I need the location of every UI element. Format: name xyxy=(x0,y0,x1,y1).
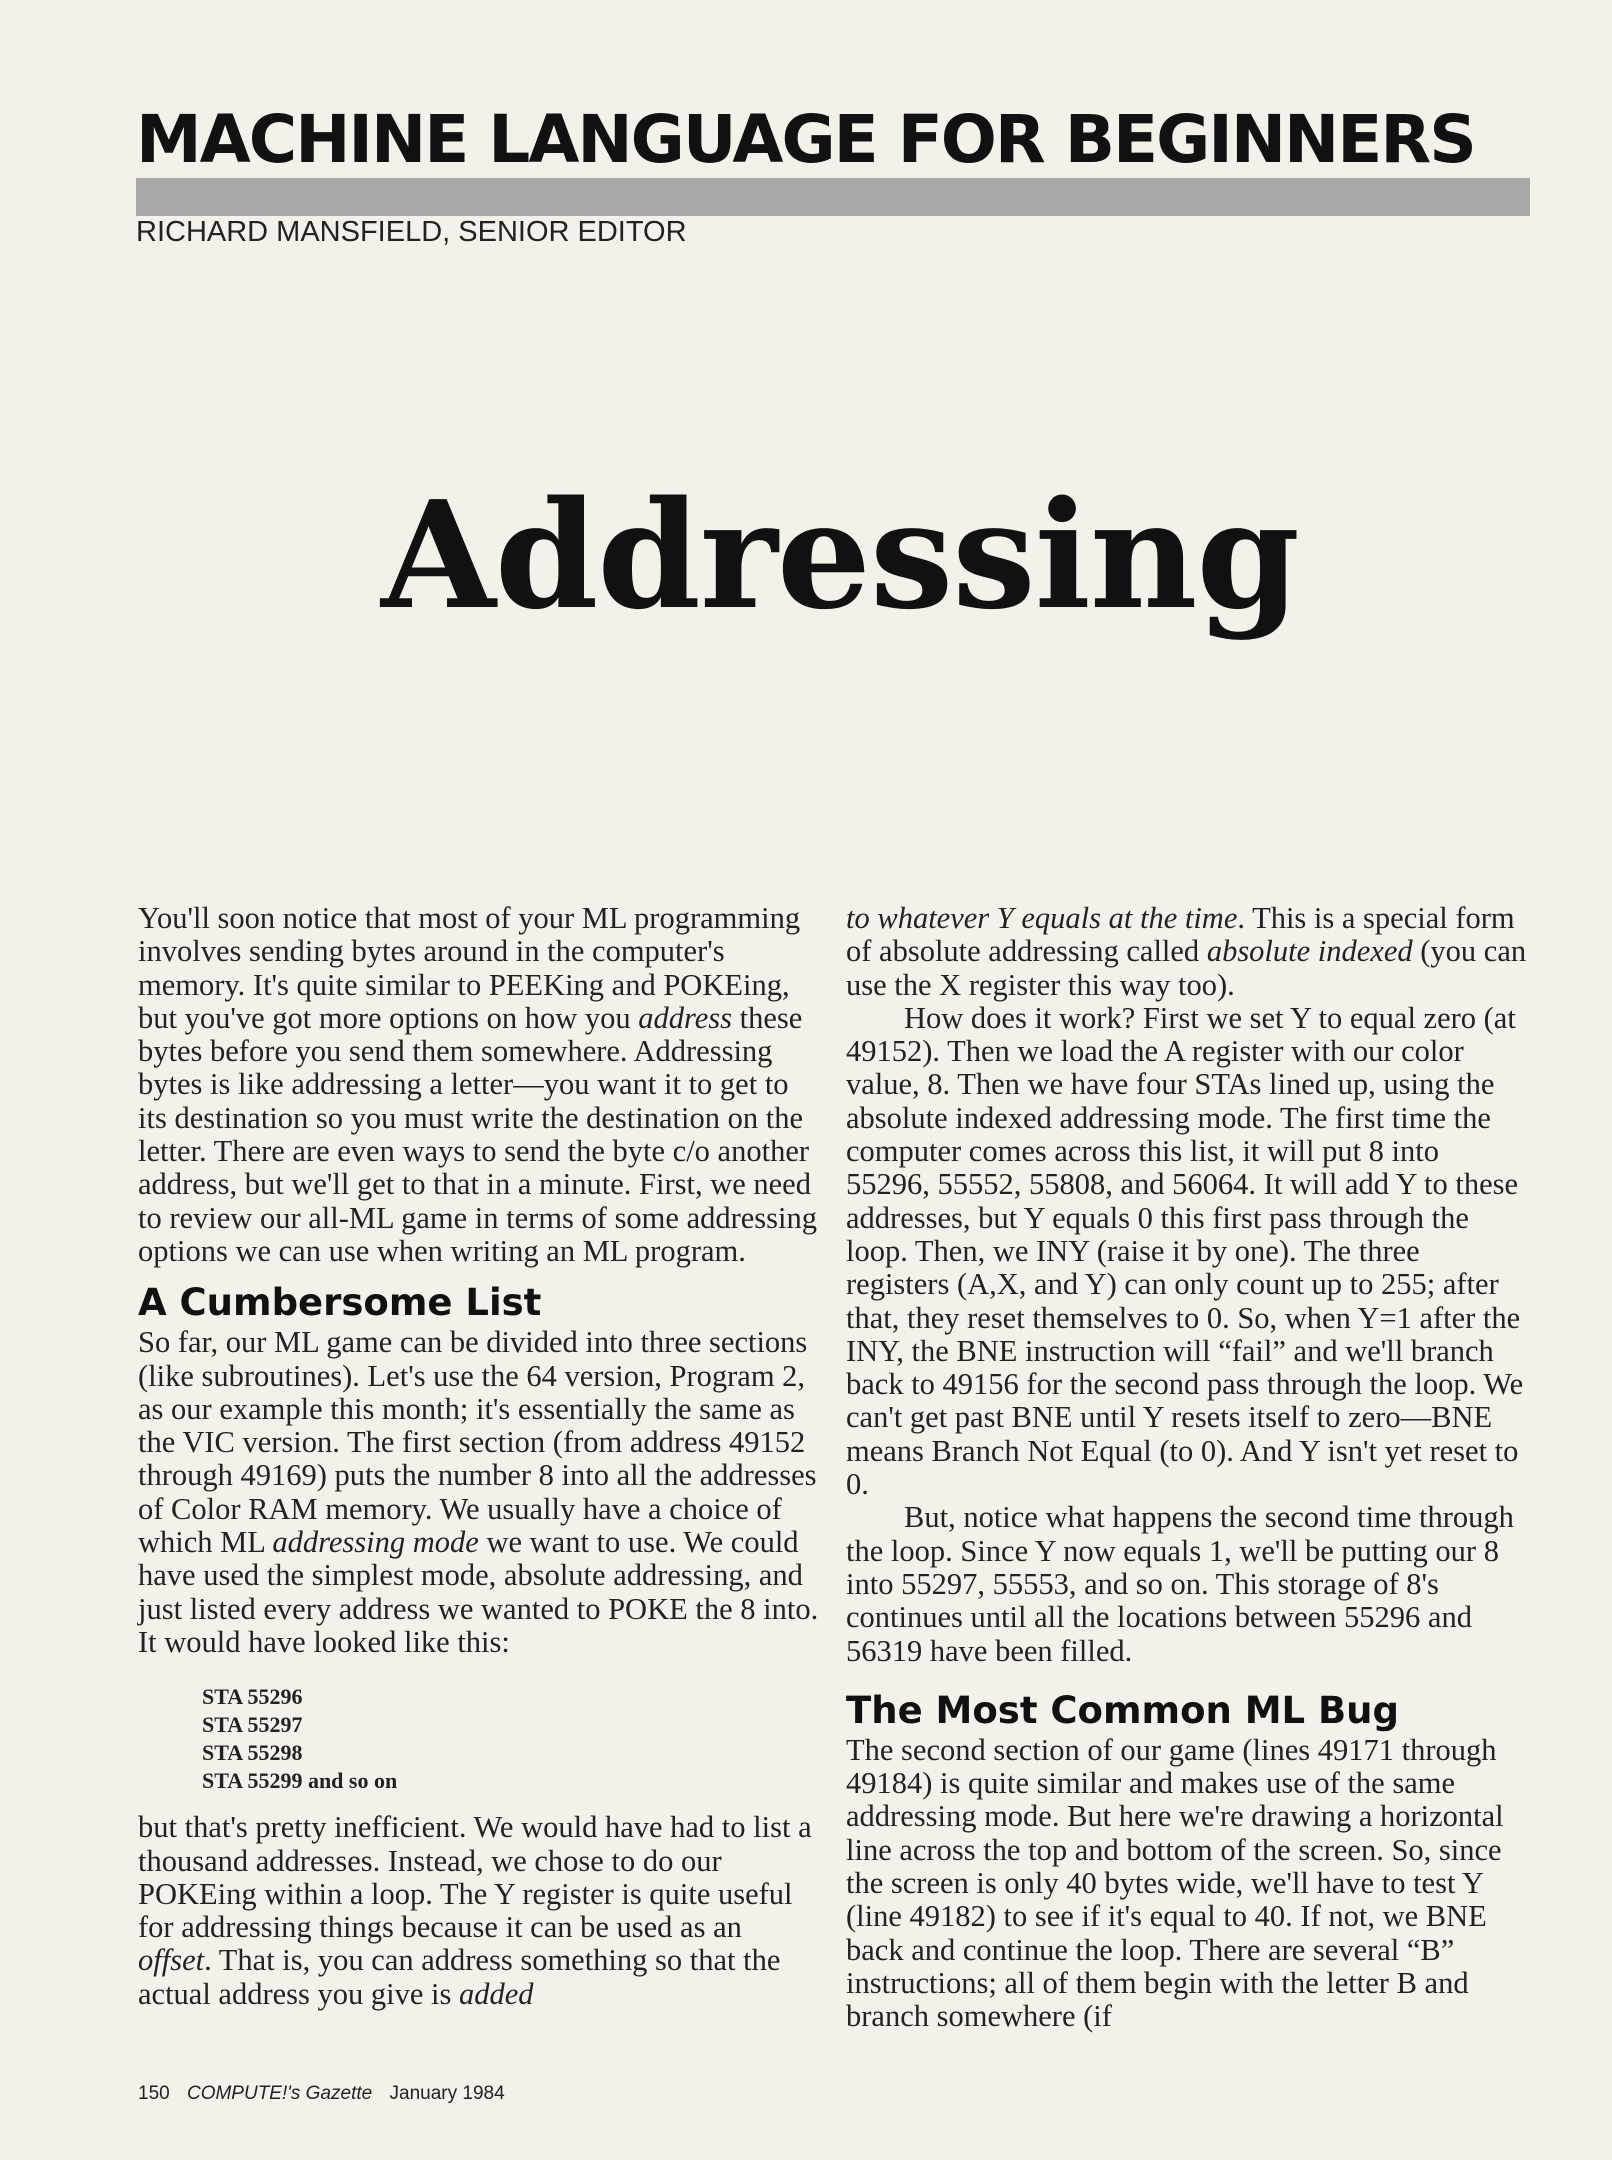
paragraph: But, notice what happens the second time through the loop. Since Y now equals 1, we'll be putting our 8 into 55297, 55553, and so on. This storage of 8's continues until all the locations between 55296 and 56319 have been filled. xyxy=(846,1500,1514,1668)
emphasis: to whatever Y equals at the time xyxy=(846,901,1238,935)
paragraph: How does it work? First we set Y to equal zero (at 49152). Then we load the A register with our color value, 8. Then we have four STAs lined up, using the absolute indexed addressing mode. The first time the computer comes across this list, it will put 8 into 55296, 55552, 55808, and 56064. It will add Y to these addresses, but Y equals 0 this first pass through the loop. Then, we INY (raise it by one). The three registers (A,X, and Y) can only count up to 255; after that, they reset themselves to 0. So, when Y=1 after the INY, the BNE instruction will “fail” and we'll branch back to 49156 for the second pass through the loop. We can't get past BNE until Y resets itself to zero—BNE means Branch Not Equal (to 0). And Y isn't yet reset to 0. xyxy=(846,1000,1524,1502)
page-footer xyxy=(138,2082,517,2106)
paragraph: You'll soon notice that most of your ML programming involves sending bytes around in the computer's memory. It's quite similar to PEEKing and POKEing, but you've got more options on how you address these bytes before you send them somewhere. Addressing bytes is like addressing a letter—you want it to get to its destination so you must write the destination on the letter. There are even ways to send the byte c/o another address, but we'll get to that in a minute. First, we need to review our all-ML game in terms of some addressing options we can use when writing an ML program. xyxy=(138,901,818,1268)
right-column xyxy=(846,902,1528,2034)
paragraph: but that's pretty inefficient. We would have had to list a thousand addresses. Instead, we chose to do our POKEing within a loop. The Y register is quite useful for addressing things because it can be used as an offset. That is, you can address something so that the actual address you give is added xyxy=(138,1810,812,2011)
issue-date: January 1984 xyxy=(389,2083,505,2104)
emphasis: addressing mode xyxy=(272,1525,479,1560)
article-title: Addressing xyxy=(381,468,1299,642)
code-line: STA 55299 and so on xyxy=(202,1768,398,1794)
code-line: STA 55298 xyxy=(202,1740,303,1766)
emphasis: address xyxy=(638,1000,733,1035)
page-number: 150 xyxy=(138,2083,170,2104)
code-listing xyxy=(202,1683,820,1795)
emphasis: offset xyxy=(138,1943,205,1978)
magazine-name: COMPUTE!'s Gazette xyxy=(186,2083,373,2104)
code-line: STA 55296 xyxy=(202,1684,303,1710)
subheading: A Cumbersome List xyxy=(138,1281,542,1325)
paragraph: So far, our ML game can be divided into three sections (like subroutines). Let's use the 64 version, Program 2, as our example this month; it's essentially the same as the VIC version. The first section (from address 49152 through 49169) puts the number 8 into all the addresses of Color RAM memory. We usually have a choice of which ML addressing mode we want to use. We could have used the simplest mode, absolute addressing, and just listed every address we wanted to POKE the 8 into. It would have looked like this: xyxy=(138,1325,819,1659)
code-line: STA 55297 xyxy=(202,1712,303,1738)
left-column xyxy=(138,902,820,2011)
author-byline: RICHARD MANSFIELD, SENIOR EDITOR xyxy=(136,216,687,248)
paragraph: to whatever Y equals at the time. This is a special form of absolute addressing called absolute indexed (you can use the X register this way too). xyxy=(846,901,1527,1002)
header-bar xyxy=(136,178,1530,216)
section-header-title: MACHINE LANGUAGE FOR BEGINNERS xyxy=(136,101,1475,178)
paragraph: The second section of our game (lines 49171 through 49184) is quite similar and makes use of the same addressing mode. But here we're drawing a horizontal line across the top and bottom of the screen. So, since the screen is only 40 bytes wide, we'll have to test Y (line 49182) to see if it's equal to 40. If not, we BNE back and continue the loop. There are several “B” instructions; all of them begin with the letter B and branch somewhere (if xyxy=(846,1732,1504,2034)
subheading: The Most Common ML Bug xyxy=(846,1688,1400,1732)
emphasis: added xyxy=(459,1976,534,2011)
emphasis: absolute indexed xyxy=(1206,934,1413,969)
